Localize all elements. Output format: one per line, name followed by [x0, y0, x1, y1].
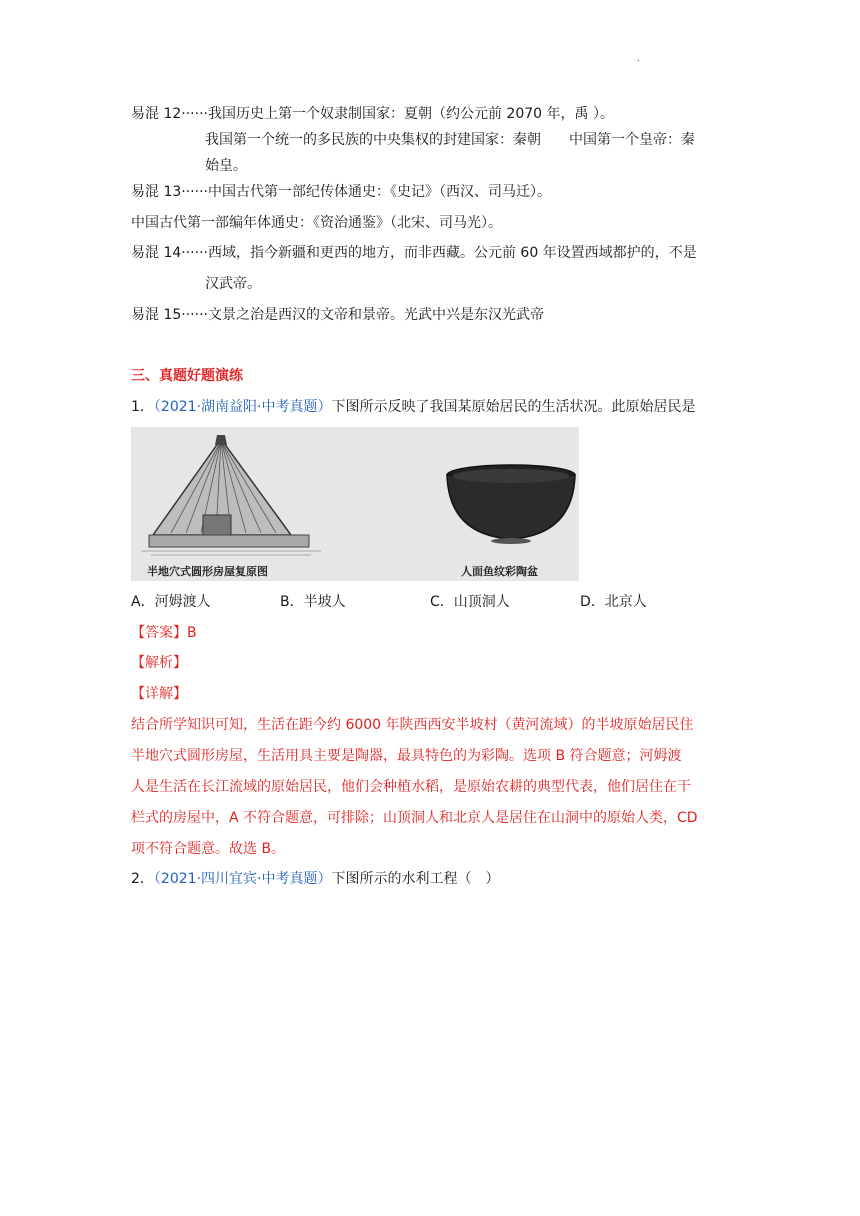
analysis-label: 【解析】 [131, 655, 187, 671]
option-d: D．北京人 [580, 594, 647, 610]
question-2-stem-line [131, 869, 499, 889]
note-12-line-2: 我国第一个统一的多民族的中央集权的封建国家：秦朝 中国第一个皇帝：秦 [205, 132, 695, 148]
explanation-line-4: 栏式的房屋中，A 不符合题意，可排除；山顶洞人和北京人是居住在山洞中的原始人类，CD [131, 810, 698, 826]
question-1-figure [131, 427, 579, 581]
explanation-line-2: 半地穴式圆形房屋，生活用具主要是陶器，最具特色的为彩陶。选项 B 符合题意；河姆渡 [131, 748, 682, 764]
corner-mark: · [637, 56, 641, 67]
note-12-line-1: 易混 12······我国历史上第一个奴隶制国家：夏朝（约公元前 2070 年，禹 ）。 [131, 106, 614, 122]
option-b: B．半坡人 [280, 594, 346, 610]
question-1-stem: 下图所示反映了我国某原始居民的生活状况。此原始居民是 [331, 399, 696, 415]
explanation-line-1: 结合所学知识可知，生活在距今约 6000 年陕西西安半坡村（黄河流域）的半坡原始居民住 [131, 717, 694, 733]
option-c: C．山顶洞人 [430, 594, 510, 610]
note-14-line-2: 汉武帝。 [205, 276, 261, 292]
note-14-line-1: 易混 14······西域，指今新疆和更西的地方，而非西藏。公元前 60 年设置西域都护的，不是 [131, 245, 697, 261]
note-13-line-2: 中国古代第一部编年体通史：《资治通鉴》（北宋、司马光）。 [131, 215, 502, 231]
figure-caption-pottery: 人面鱼纹彩陶盆 [461, 565, 538, 578]
explanation-line-5: 项不符合题意。故选 B。 [131, 841, 286, 857]
note-13-line-1: 易混 13······中国古代第一部纪传体通史：《史记》（西汉、司马迁）。 [131, 184, 551, 200]
answer-label: 【答案】B [131, 625, 197, 641]
question-2-source: （2021·四川宜宾·中考真题） [153, 871, 332, 887]
figure-caption-house: 半地穴式圆形房屋复原图 [147, 565, 268, 578]
question-1-number: 1． [131, 399, 154, 415]
note-12-line-3: 始皇。 [205, 158, 247, 174]
question-2-stem: 下图所示的水利工程（ ） [331, 871, 500, 887]
question-2-number: 2． [131, 871, 154, 887]
explanation-line-3: 人是生活在长江流域的原始居民，他们会种植水稻，是原始农耕的典型代表，他们居住在干 [131, 779, 691, 795]
question-1-stem-line [131, 397, 695, 417]
note-15-line: 易混 15······文景之治是西汉的文帝和景帝。光武中兴是东汉光武帝 [131, 307, 544, 323]
option-a: A．河姆渡人 [131, 594, 211, 610]
question-1-illustration [131, 427, 579, 581]
question-1-source: （2021·湖南益阳·中考真题） [153, 399, 332, 415]
detail-label: 【详解】 [131, 686, 187, 702]
section-title: 三、真题好题演练 [131, 368, 243, 384]
